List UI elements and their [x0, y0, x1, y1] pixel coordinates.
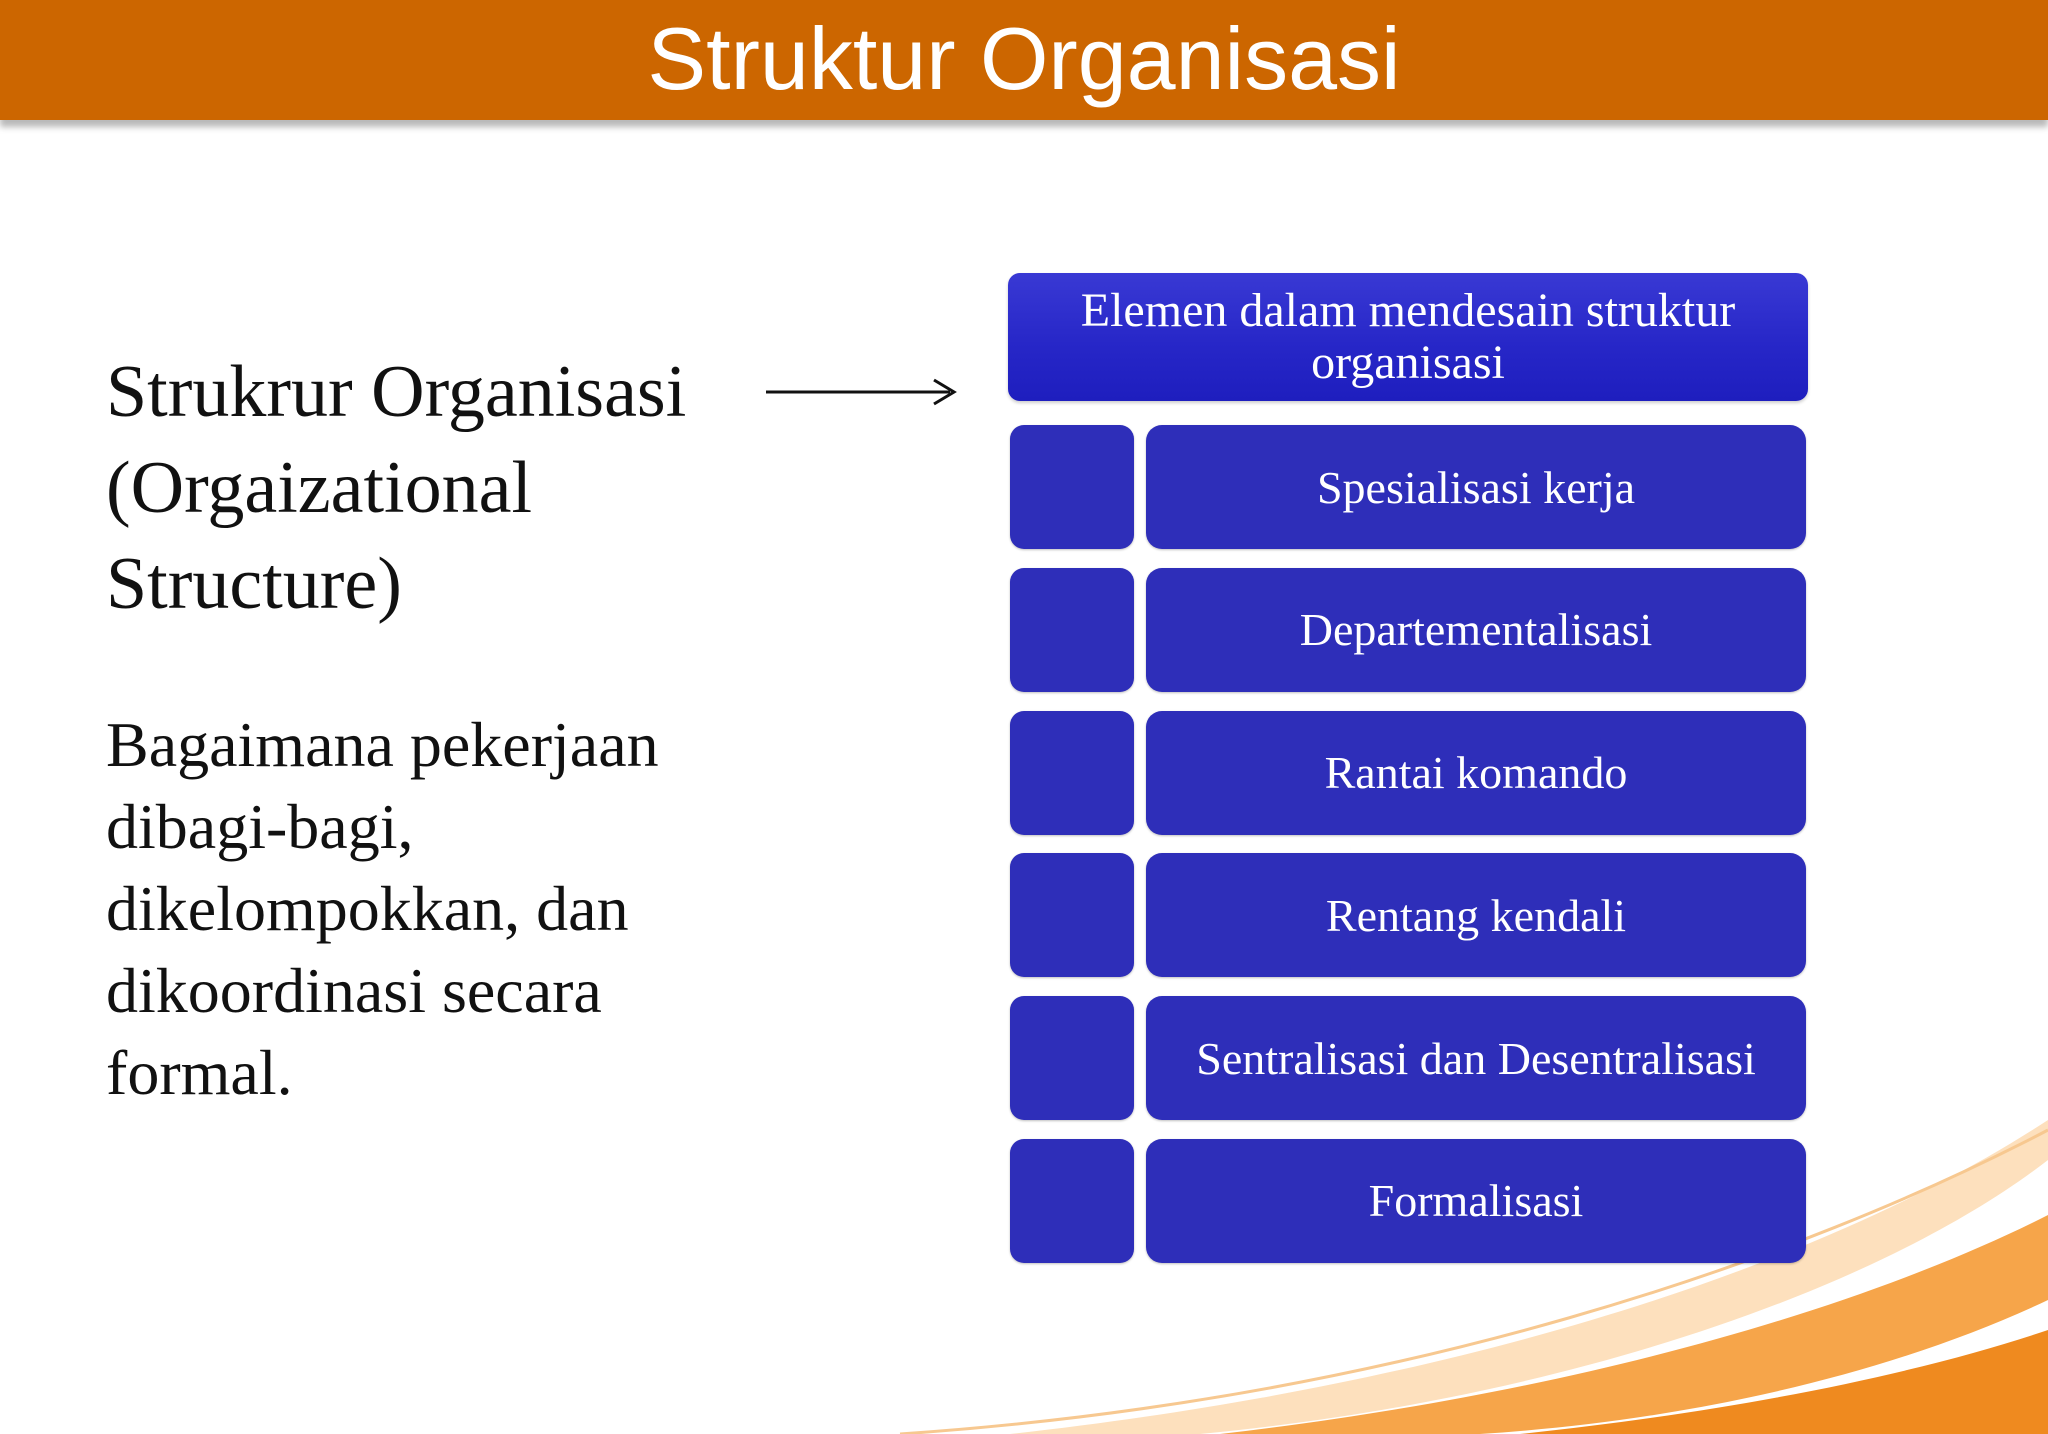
heading [106, 344, 766, 632]
heading-line-2: (Orgaizational [106, 447, 533, 529]
heading-line-1: Strukrur Organisasi [106, 351, 687, 433]
element-box: Rentang kendali [1146, 853, 1806, 977]
title-bar [0, 0, 2048, 120]
element-list [1010, 425, 1806, 1282]
element-marker-box [1010, 1139, 1134, 1263]
element-row [1010, 425, 1806, 549]
element-marker-box [1010, 425, 1134, 549]
element-row [1010, 711, 1806, 835]
right-arrow-icon [762, 372, 962, 412]
element-box: Sentralisasi dan Desentralisasi [1146, 996, 1806, 1120]
element-box: Departementalisasi [1146, 568, 1806, 692]
element-marker-box [1010, 853, 1134, 977]
element-row [1010, 853, 1806, 977]
element-marker-box [1010, 711, 1134, 835]
element-box: Spesialisasi kerja [1146, 425, 1806, 549]
heading-line-3: Structure) [106, 543, 402, 625]
element-marker-box [1010, 568, 1134, 692]
element-box: Formalisasi [1146, 1139, 1806, 1263]
element-row [1010, 996, 1806, 1120]
description-text: Bagaimana pekerjaan dibagi-bagi, dikelompokkan, dan dikoordinasi secara formal. [106, 709, 659, 1108]
slide-title: Struktur Organisasi [647, 9, 1401, 108]
element-row [1010, 568, 1806, 692]
element-row [1010, 1139, 1806, 1263]
diagram-header-box: Elemen dalam mendesain struktur organisasi [1008, 273, 1808, 401]
element-box: Rantai komando [1146, 711, 1806, 835]
element-marker-box [1010, 996, 1134, 1120]
